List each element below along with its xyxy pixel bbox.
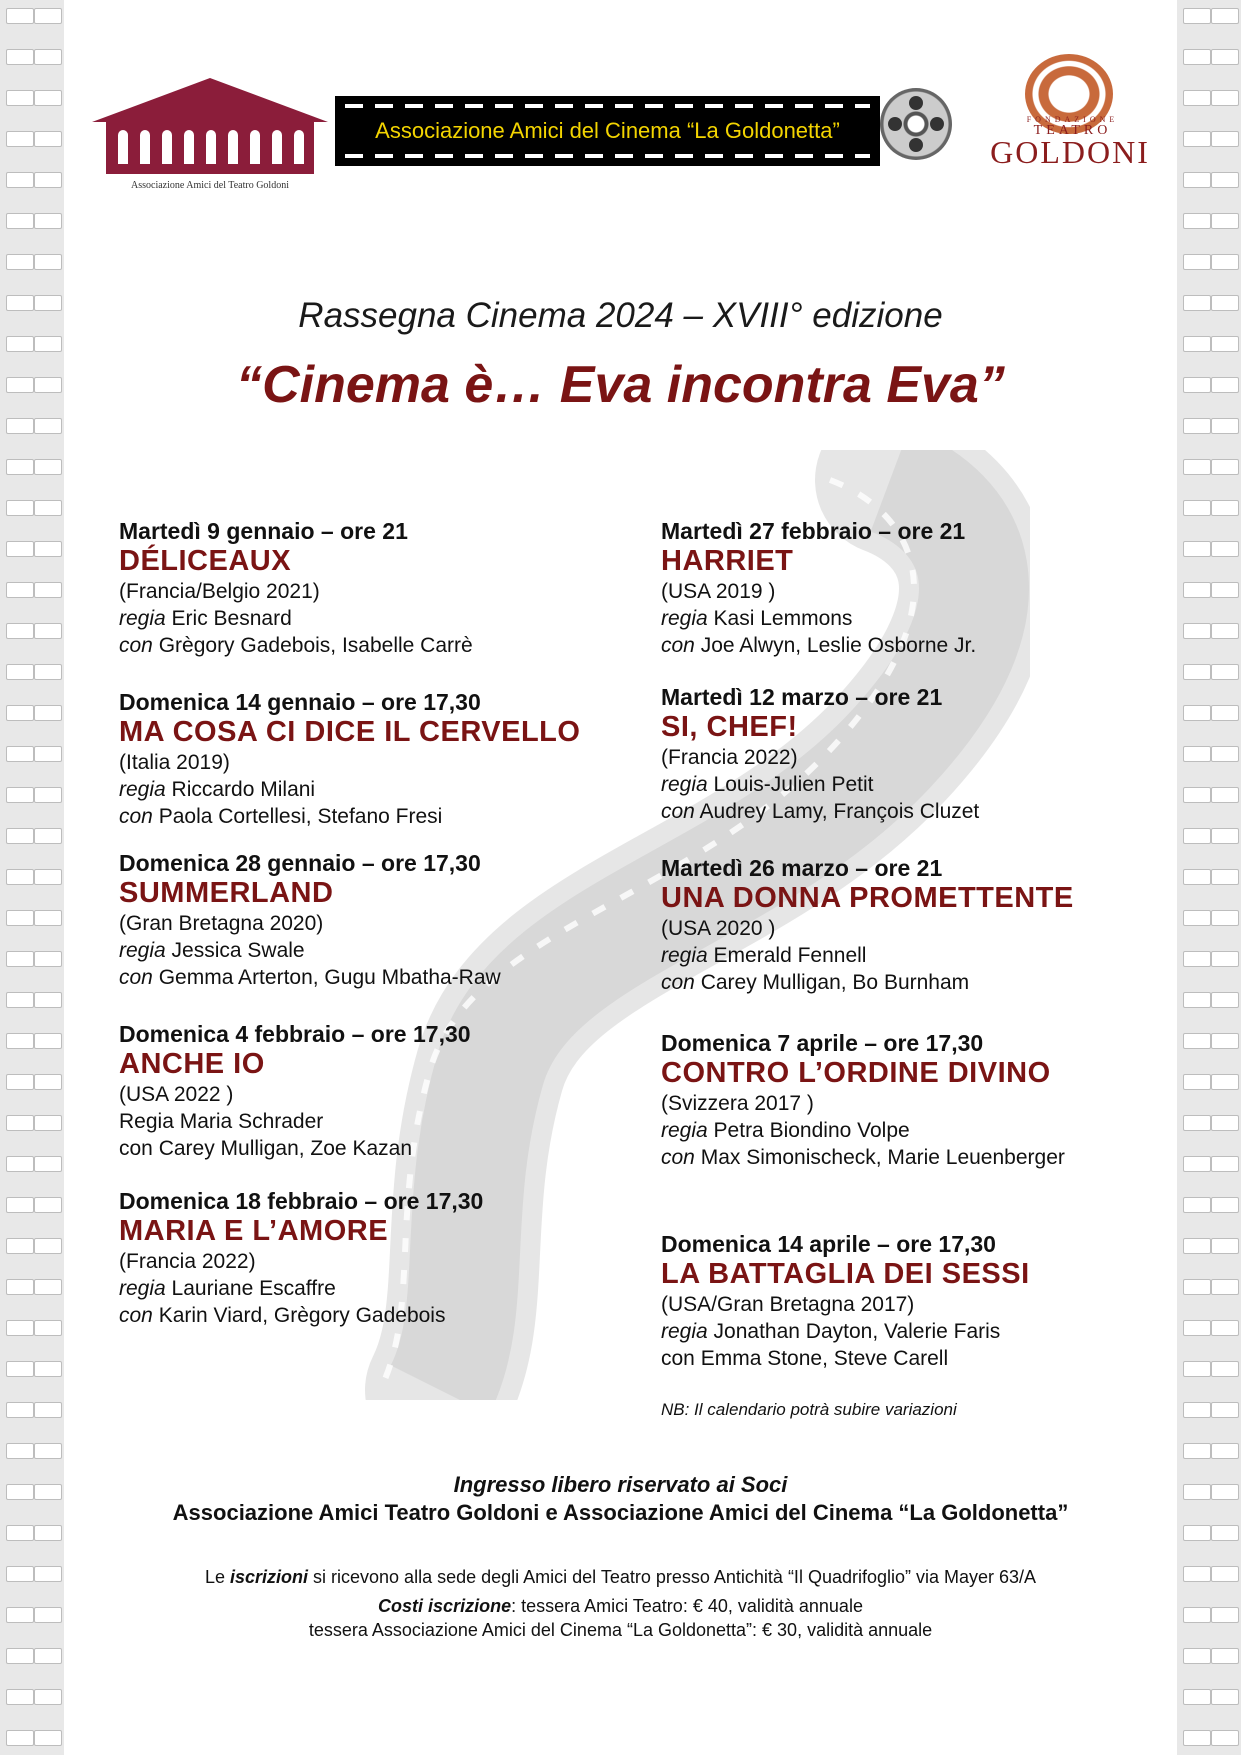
sprocket-hole (1183, 500, 1211, 516)
sprocket-hole (6, 1320, 34, 1336)
director-name: Petra Biondino Volpe (713, 1119, 910, 1142)
sprocket-hole (6, 910, 34, 926)
con-label: con (119, 634, 153, 657)
cast-names: Paola Cortellesi, Stefano Fresi (158, 805, 443, 828)
sprocket-hole (1211, 1197, 1239, 1213)
sprocket-hole (1211, 787, 1239, 803)
event-title: SI, CHEF! (661, 711, 798, 743)
sprocket-hole (1211, 213, 1239, 229)
sprocket-hole (6, 131, 34, 147)
sprocket-hole (1211, 582, 1239, 598)
costs-teatro: : tessera Amici Teatro: € 40, validità annuale (511, 1596, 863, 1616)
sprocket-hole (6, 623, 34, 639)
sprocket-hole (34, 254, 62, 270)
sprocket-hole (6, 336, 34, 352)
sprocket-hole (1183, 828, 1211, 844)
sprocket-hole (1183, 1320, 1211, 1336)
registration-info (0, 1567, 1241, 1588)
sprocket-hole (1211, 336, 1239, 352)
sprocket-hole (1183, 910, 1211, 926)
regia-label: regia (119, 778, 166, 801)
sprocket-hole (1183, 131, 1211, 147)
sprocket-hole (1211, 131, 1239, 147)
sprocket-hole (34, 1238, 62, 1254)
cast-names: Karin Viard, Grègory Gadebois (158, 1304, 446, 1327)
sprocket-hole (6, 787, 34, 803)
event-card (661, 1030, 1141, 1171)
event-card (119, 518, 589, 659)
event-cast (119, 1135, 589, 1162)
registration-location: si ricevono alla sede degli Amici del Teatro presso Antichità “Il Quadrifoglio” via Mayer 63/A (308, 1567, 1037, 1587)
sprocket-hole (1183, 49, 1211, 65)
sprocket-hole (1211, 1648, 1239, 1664)
sprocket-hole (1183, 213, 1211, 229)
sprocket-hole (1183, 1402, 1211, 1418)
event-date: Domenica 14 gennaio – ore 17,30 (119, 689, 481, 715)
sprocket-hole (1183, 1443, 1211, 1459)
event-date: Martedì 12 marzo – ore 21 (661, 684, 943, 710)
sprocket-hole (6, 664, 34, 680)
event-card (119, 1188, 589, 1329)
event-card (119, 1021, 589, 1162)
event-origin: (USA/Gran Bretagna 2017) (661, 1293, 915, 1316)
cast-names: Max Simonischeck, Marie Leuenberger (700, 1146, 1065, 1169)
event-title: MARIA E L’AMORE (119, 1215, 389, 1247)
sprocket-hole (1183, 418, 1211, 434)
sprocket-hole (6, 49, 34, 65)
fondazione-label: FONDAZIONE (1026, 115, 1119, 124)
sprocket-hole (1211, 418, 1239, 434)
event-date: Martedì 9 gennaio – ore 21 (119, 518, 408, 544)
goldonetta-logo-text: Associazione Amici del Cinema “La Goldonetta” (375, 118, 840, 143)
sprocket-hole (1183, 1033, 1211, 1049)
sprocket-hole (6, 705, 34, 721)
con-label: con (661, 634, 695, 657)
regia-label: regia (661, 944, 708, 967)
event-date: Domenica 14 aprile – ore 17,30 (661, 1231, 996, 1257)
sprocket-hole (34, 541, 62, 557)
sprocket-hole (34, 90, 62, 106)
director-name: Emerald Fennell (713, 944, 867, 967)
sprocket-hole (1211, 1730, 1239, 1746)
sprocket-hole (1183, 1361, 1211, 1377)
event-title: UNA DONNA PROMETTENTE (661, 882, 1074, 914)
sprocket-hole (6, 418, 34, 434)
event-title: MA COSA CI DICE IL CERVELLO (119, 716, 581, 748)
sprocket-hole (1183, 8, 1211, 24)
sprocket-hole (1211, 1279, 1239, 1295)
regia-label: Regia (119, 1110, 174, 1133)
theatre-window-icon (118, 130, 128, 164)
event-director (661, 605, 1141, 632)
theatre-window-icon (184, 130, 194, 164)
sprocket-hole (34, 1443, 62, 1459)
schedule-note: NB: Il calendario potrà subire variazioni (661, 1400, 957, 1419)
sprocket-hole (1183, 172, 1211, 188)
sprocket-hole (1183, 746, 1211, 762)
sprocket-hole (34, 500, 62, 516)
sprocket-hole (6, 1402, 34, 1418)
event-origin: (USA 2022 ) (119, 1083, 234, 1106)
sprocket-hole (1183, 1689, 1211, 1705)
regia-label: regia (661, 1119, 708, 1142)
event-origin: (Svizzera 2017 ) (661, 1092, 814, 1115)
sprocket-hole (34, 951, 62, 967)
sprocket-hole (1183, 951, 1211, 967)
director-name: Louis-Julien Petit (713, 773, 874, 796)
event-card (661, 684, 1141, 825)
event-director (661, 1117, 1141, 1144)
con-label: con (119, 805, 153, 828)
sprocket-hole (34, 418, 62, 434)
sprocket-hole (34, 8, 62, 24)
con-label: con (119, 1304, 153, 1327)
registration-prefix: Le (204, 1567, 230, 1587)
event-cast (661, 798, 1141, 825)
event-origin: (Italia 2019) (119, 751, 230, 774)
sprocket-hole (1211, 828, 1239, 844)
sprocket-hole (34, 705, 62, 721)
fondazione-goldoni-label: GOLDONI (990, 134, 1150, 170)
sprocket-hole (34, 1402, 62, 1418)
sprocket-hole (1211, 705, 1239, 721)
sprocket-hole (34, 49, 62, 65)
con-label: con (119, 1137, 153, 1160)
sprocket-hole (1183, 1197, 1211, 1213)
sprocket-hole (1211, 541, 1239, 557)
director-name: Jonathan Dayton, Valerie Faris (713, 1320, 1001, 1343)
sprocket-hole (1183, 1525, 1211, 1541)
theatre-window-icon (228, 130, 238, 164)
sprocket-hole (1211, 664, 1239, 680)
sprocket-hole (1183, 664, 1211, 680)
sprocket-hole (6, 1074, 34, 1090)
sprocket-hole (1211, 1689, 1239, 1705)
sprocket-hole (1183, 1156, 1211, 1172)
event-card (661, 518, 1141, 659)
sprocket-hole (34, 213, 62, 229)
sprocket-hole (1211, 623, 1239, 639)
registration-keyword: iscrizioni (229, 1567, 309, 1587)
fondazione-teatro-label: TEATRO (1033, 123, 1112, 138)
event-cast (119, 803, 589, 830)
sprocket-hole (34, 664, 62, 680)
event-cast (661, 969, 1141, 996)
event-date: Martedì 26 marzo – ore 21 (661, 855, 943, 881)
regia-label: regia (119, 939, 166, 962)
sprocket-hole (34, 459, 62, 475)
sprocket-hole (6, 1689, 34, 1705)
film-dash-top (345, 104, 870, 108)
sprocket-hole (34, 623, 62, 639)
sprocket-hole (1211, 254, 1239, 270)
event-date: Domenica 28 gennaio – ore 17,30 (119, 850, 481, 876)
sprocket-hole (6, 746, 34, 762)
event-date: Martedì 27 febbraio – ore 21 (661, 518, 966, 544)
event-date: Domenica 4 febbraio – ore 17,30 (119, 1021, 471, 1047)
costs-keyword: Costi iscrizione (378, 1596, 512, 1616)
event-origin: (Francia/Belgio 2021) (119, 580, 320, 603)
sprocket-hole (1183, 541, 1211, 557)
sprocket-hole (34, 910, 62, 926)
sprocket-hole (1183, 1115, 1211, 1131)
regia-label: regia (661, 1320, 708, 1343)
sprocket-hole (34, 1156, 62, 1172)
sprocket-hole (1211, 49, 1239, 65)
sprocket-hole (34, 1197, 62, 1213)
sprocket-hole (6, 541, 34, 557)
sprocket-hole (34, 787, 62, 803)
sprocket-hole (34, 1730, 62, 1746)
event-title: CONTRO L’ORDINE DIVINO (661, 1057, 1051, 1089)
film-dash-bottom (345, 154, 870, 158)
cast-names: Emma Stone, Steve Carell (700, 1347, 949, 1370)
sprocket-hole (1211, 910, 1239, 926)
membership-goldonetta: tessera Associazione Amici del Cinema “La Goldonetta”: € 30, validità annuale (308, 1620, 933, 1640)
event-title: SUMMERLAND (119, 877, 334, 909)
goldonetta-logo (335, 96, 880, 166)
sprocket-hole (1183, 90, 1211, 106)
sprocket-hole (1211, 90, 1239, 106)
event-date: Domenica 18 febbraio – ore 17,30 (119, 1188, 484, 1214)
sprocket-hole (1211, 1361, 1239, 1377)
sprocket-hole (6, 1156, 34, 1172)
director-name: Jessica Swale (171, 939, 305, 962)
event-cast (661, 632, 1141, 659)
event-title: ANCHE IO (119, 1048, 265, 1080)
sprocket-hole (6, 869, 34, 885)
event-cast (661, 1345, 1141, 1372)
entry-note: Ingresso libero riservato ai Soci (453, 1472, 788, 1497)
con-label: con (661, 1347, 695, 1370)
sprocket-hole (6, 582, 34, 598)
cast-names: Gemma Arterton, Gugu Mbatha-Raw (158, 966, 501, 989)
sprocket-hole (1211, 1443, 1239, 1459)
sprocket-hole (34, 1525, 62, 1541)
teatro-logo-caption: Associazione Amici del Teatro Goldoni (131, 180, 289, 191)
organizers-line: Associazione Amici Teatro Goldoni e Associazione Amici del Cinema “La Goldonetta” (172, 1500, 1069, 1525)
cast-names: Grègory Gadebois, Isabelle Carrè (158, 634, 473, 657)
event-director (661, 771, 1141, 798)
sprocket-hole (6, 500, 34, 516)
con-label: con (661, 1146, 695, 1169)
event-title: HARRIET (661, 545, 794, 577)
sprocket-hole (6, 213, 34, 229)
regia-label: regia (661, 607, 708, 630)
director-name: Kasi Lemmons (713, 607, 853, 630)
sprocket-hole (6, 951, 34, 967)
sprocket-hole (34, 336, 62, 352)
event-director (119, 776, 589, 803)
sprocket-hole (1183, 869, 1211, 885)
sprocket-hole (34, 746, 62, 762)
sprocket-hole (34, 1689, 62, 1705)
director-name: Lauriane Escaffre (171, 1277, 336, 1300)
theatre-roof-icon (92, 78, 328, 122)
event-card (661, 855, 1141, 996)
sprocket-hole (34, 172, 62, 188)
sprocket-hole (1183, 254, 1211, 270)
sprocket-hole (34, 131, 62, 147)
festival-subtitle: Rassegna Cinema 2024 – XVIII° edizione (298, 296, 943, 335)
sprocket-hole (6, 1525, 34, 1541)
sprocket-hole (1211, 1156, 1239, 1172)
event-origin: (USA 2019 ) (661, 580, 776, 603)
event-director (661, 942, 1141, 969)
sprocket-hole (34, 828, 62, 844)
sprocket-hole (34, 1074, 62, 1090)
event-cast (119, 1302, 589, 1329)
sprocket-hole (1183, 787, 1211, 803)
regia-label: regia (661, 773, 708, 796)
sprocket-hole (1183, 1074, 1211, 1090)
theatre-window-icon (162, 130, 172, 164)
theatre-window-icon (206, 130, 216, 164)
sprocket-hole (1183, 459, 1211, 475)
sprocket-hole (1211, 1074, 1239, 1090)
director-name: Eric Besnard (171, 607, 292, 630)
sprocket-hole (34, 1279, 62, 1295)
sprocket-hole (1211, 1402, 1239, 1418)
event-title: DÉLICEAUX (119, 545, 292, 577)
sprocket-hole (6, 1115, 34, 1131)
event-director (661, 1318, 1141, 1345)
sprocket-hole (1183, 336, 1211, 352)
sprocket-hole (6, 1648, 34, 1664)
sprocket-hole (6, 828, 34, 844)
event-director (119, 1275, 589, 1302)
sprocket-hole (6, 90, 34, 106)
membership-costs (0, 1596, 1241, 1617)
event-card (119, 689, 589, 830)
sprocket-hole (34, 1320, 62, 1336)
sprocket-hole (1211, 172, 1239, 188)
sprocket-hole (1211, 459, 1239, 475)
sprocket-hole (1183, 1730, 1211, 1746)
event-card (119, 850, 589, 991)
sprocket-hole (6, 1361, 34, 1377)
sprocket-hole (1211, 746, 1239, 762)
sprocket-hole (6, 172, 34, 188)
event-director (119, 1108, 589, 1135)
event-origin: (Francia 2022) (661, 746, 798, 769)
event-origin: (Francia 2022) (119, 1250, 256, 1273)
cast-names: Carey Mulligan, Zoe Kazan (158, 1137, 412, 1160)
sprocket-hole (6, 1197, 34, 1213)
con-label: con (661, 800, 695, 823)
event-title: LA BATTAGLIA DEI SESSI (661, 1258, 1030, 1290)
event-director (119, 605, 589, 632)
event-cast (119, 964, 589, 991)
theatre-window-icon (250, 130, 260, 164)
sprocket-hole (1211, 1525, 1239, 1541)
regia-label: regia (119, 1277, 166, 1300)
event-origin: (USA 2020 ) (661, 917, 776, 940)
sprocket-hole (6, 1279, 34, 1295)
sprocket-hole (1211, 992, 1239, 1008)
sprocket-hole (6, 1443, 34, 1459)
sprocket-hole (1211, 869, 1239, 885)
sprocket-hole (1211, 1033, 1239, 1049)
sprocket-hole (34, 1115, 62, 1131)
sprocket-hole (6, 1238, 34, 1254)
sprocket-hole (1183, 1648, 1211, 1664)
sprocket-hole (34, 1033, 62, 1049)
festival-title: “Cinema è… Eva incontra Eva” (236, 356, 1005, 414)
theatre-window-icon (294, 130, 304, 164)
sprocket-hole (1183, 1238, 1211, 1254)
sprocket-hole (1211, 8, 1239, 24)
theatre-facade-icon (106, 122, 314, 174)
cast-names: Joe Alwyn, Leslie Osborne Jr. (700, 634, 977, 657)
sprocket-hole (1211, 951, 1239, 967)
event-card (661, 1231, 1141, 1372)
event-date: Domenica 7 aprile – ore 17,30 (661, 1030, 984, 1056)
event-cast (661, 1144, 1141, 1171)
sprocket-hole (6, 1730, 34, 1746)
event-cast (119, 632, 589, 659)
sprocket-hole (34, 992, 62, 1008)
sprocket-hole (34, 1648, 62, 1664)
director-name: Maria Schrader (179, 1110, 324, 1133)
film-reel-icon (880, 88, 952, 160)
event-director (119, 937, 589, 964)
sprocket-hole (34, 582, 62, 598)
theatre-window-icon (140, 130, 150, 164)
sprocket-hole (1183, 623, 1211, 639)
theatre-window-icon (272, 130, 282, 164)
sprocket-hole (6, 1033, 34, 1049)
sprocket-hole (34, 869, 62, 885)
sprocket-hole (6, 8, 34, 24)
cast-names: Audrey Lamy, François Cluzet (699, 800, 980, 823)
sprocket-hole (1183, 582, 1211, 598)
sprocket-hole (6, 254, 34, 270)
sprocket-hole (1183, 1279, 1211, 1295)
sprocket-hole (1183, 992, 1211, 1008)
con-label: con (661, 971, 695, 994)
sprocket-hole (6, 992, 34, 1008)
sprocket-hole (34, 1361, 62, 1377)
cast-names: Carey Mulligan, Bo Burnham (700, 971, 970, 994)
event-origin: (Gran Bretagna 2020) (119, 912, 324, 935)
sprocket-hole (1183, 705, 1211, 721)
director-name: Riccardo Milani (171, 778, 316, 801)
sprocket-hole (1211, 1115, 1239, 1131)
sprocket-hole (6, 459, 34, 475)
sprocket-hole (1211, 1320, 1239, 1336)
sprocket-hole (1211, 1238, 1239, 1254)
sprocket-hole (1211, 500, 1239, 516)
con-label: con (119, 966, 153, 989)
regia-label: regia (119, 607, 166, 630)
